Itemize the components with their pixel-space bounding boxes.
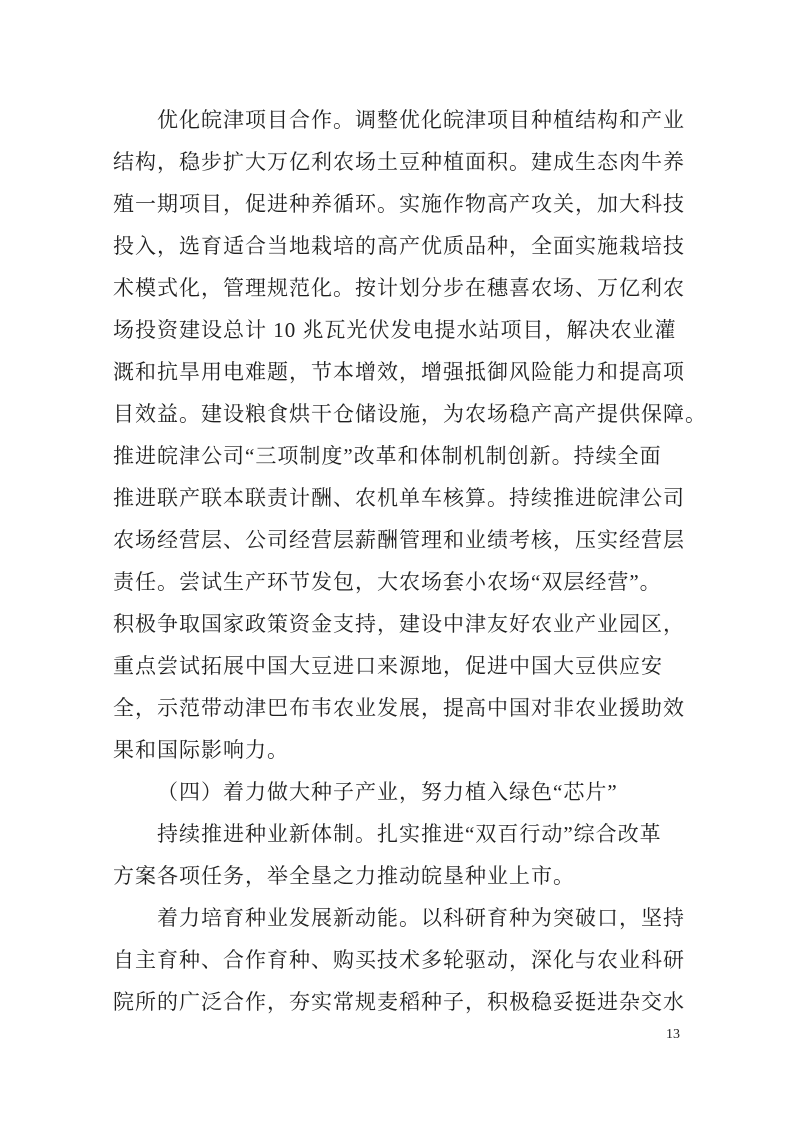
text-line: 术模式化，管理规范化。按计划分步在穗喜农场、万亿利农 [113,276,685,300]
text-line: 重点尝试拓展中国大豆进口来源地，促进中国大豆供应安 [113,654,663,678]
text-line: 场投资建设总计 10 兆瓦光伏发电提水站项目，解决农业灌 [113,318,677,342]
section-heading: （四）着力做大种子产业，努力植入绿色“芯片” [157,780,618,804]
text-line: 投入，选育适合当地栽培的高产优质品种，全面实施栽培技 [113,234,685,258]
text-line: 院所的广泛合作，夯实常规麦稻种子，积极稳妥挺进杂交水 [113,990,685,1014]
text-line: 着力培育种业发展新动能。以科研育种为突破口，坚持 [157,906,685,930]
text-line: 推进联产联本联责计酬、农机单车核算。持续推进皖津公司 [113,486,685,510]
text-line: 方案各项任务，举全垦之力推动皖垦种业上市。 [113,864,575,888]
page-number: 13 [666,1027,680,1042]
text-line: 全，示范带动津巴布韦农业发展，提高中国对非农业援助效 [113,696,685,720]
text-line: 果和国际影响力。 [113,738,289,762]
text-line: 优化皖津项目合作。调整优化皖津项目种植结构和产业 [157,108,685,132]
text-line: 持续推进种业新体制。扎实推进“双百行动”综合改革 [157,822,662,846]
text-line: 推进皖津公司“三项制度”改革和体制机制创新。持续全面 [113,444,662,468]
text-line: 自主育种、合作育种、购买技术多轮驱动，深化与农业科研 [113,948,685,972]
document-body [113,99,707,1023]
text-line: 农场经营层、公司经营层薪酬管理和业绩考核，压实经营层 [113,528,685,552]
text-line: 溉和抗旱用电难题，节本增效，增强抵御风险能力和提高项 [113,360,685,384]
text-line: 责任。尝试生产环节发包，大农场套小农场“双层经营”。 [113,570,662,594]
text-line: 殖一期项目，促进种养循环。实施作物高产攻关，加大科技 [113,192,685,216]
text-line: 目效益。建设粮食烘干仓储设施，为农场稳产高产提供保障。 [113,402,707,426]
text-line: 结构，稳步扩大万亿利农场土豆种植面积。建成生态肉牛养 [113,150,685,174]
text-line: 积极争取国家政策资金支持，建设中津友好农业产业园区， [113,612,685,636]
